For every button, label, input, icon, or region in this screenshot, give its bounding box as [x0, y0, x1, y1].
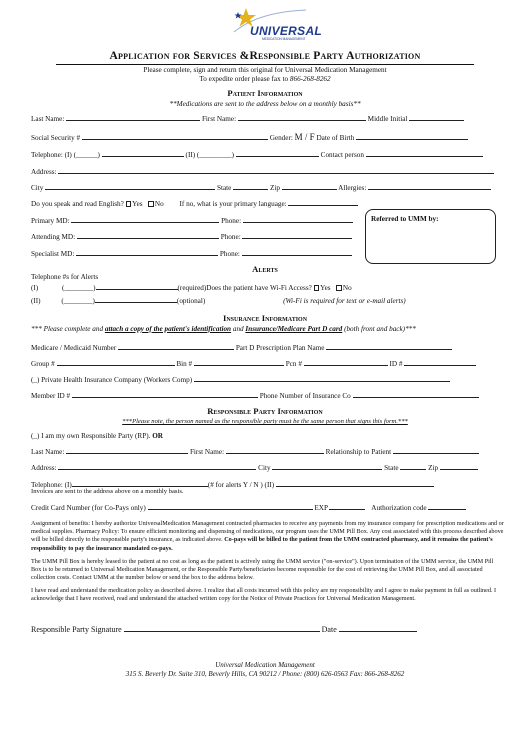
- required-label: (required): [177, 284, 207, 292]
- state-field[interactable]: [233, 183, 268, 190]
- wifi-note: (Wi-Fi is required for text or e-mail alerts): [283, 297, 406, 305]
- language-question: If no, what is your primary language:: [179, 200, 287, 208]
- middle-initial-field[interactable]: [409, 114, 464, 121]
- wifi-question: Does the patient have Wi-Fi Access?: [206, 284, 312, 292]
- address-field[interactable]: [58, 167, 494, 174]
- attending-md-row: [31, 232, 352, 241]
- private-insurance-row: [31, 375, 450, 384]
- signature-label: Responsible Party Signature: [31, 625, 122, 634]
- assignment-text: Assignment of benefits: I hereby authorize UniversalMedication Management contracted pharmacies to receive any payments from my insurance company for prescription medications and or medical supplies. Pharmacy Policy: To ensure efficient monitoring and dispensing of medications, our program uses the UMM Pill Box. Any cost associated with this process described above will be billed directly to the responsible party's insurance, as indicated above.: [31, 520, 504, 544]
- exp-label: EXP: [314, 504, 328, 512]
- rp-city-field[interactable]: [272, 463, 382, 470]
- insurance-note: [31, 325, 416, 333]
- alert-phones-label: Telephone #s for Alerts: [31, 273, 99, 281]
- insurance-note-b: attach a copy of the patient's identification: [104, 325, 232, 333]
- signature-row: [31, 625, 417, 634]
- footer-address: 315 S. Beverly Dr. Suite 310, Beverly Hills, CA 90212 / Phone: (800) 626-0563 Fax: 866-268-8262: [125, 670, 405, 678]
- alert-phone-2-label: (II): [31, 297, 41, 305]
- fax-number: 866-268-8262: [289, 75, 331, 83]
- pcn-field[interactable]: [304, 359, 388, 366]
- primary-md-field[interactable]: [71, 216, 219, 223]
- fax-text: To expedite order please fax to: [199, 75, 290, 83]
- alerts-heading: Alerts: [252, 264, 278, 274]
- attending-md-phone-label: Phone:: [220, 233, 241, 241]
- title-underline: [56, 64, 474, 65]
- patient-info-heading: Patient Information: [227, 88, 303, 98]
- rp-first-name-field[interactable]: [226, 447, 324, 454]
- ssn-field[interactable]: [82, 133, 268, 140]
- rp-address-field[interactable]: [58, 463, 256, 470]
- own-rp-row: [31, 432, 163, 440]
- patient-address-row: [31, 167, 494, 176]
- assignment-paragraph: [31, 520, 505, 553]
- insurance-note-e: (both front and back)***: [342, 325, 416, 333]
- dob-label: Date of Birth: [316, 134, 355, 142]
- rp-first-name-label: First Name:: [189, 448, 225, 456]
- zip-field[interactable]: [282, 183, 337, 190]
- auth-code-field[interactable]: [428, 503, 466, 510]
- responsible-party-heading: Responsible Party Information: [207, 406, 323, 416]
- rp-telephone-1-field[interactable]: [72, 480, 208, 487]
- form-title: Application for Services &Responsible Party Authorization: [109, 50, 421, 62]
- own-rp-option[interactable]: (_) I am my own Responsible Party (RP).: [31, 432, 151, 440]
- gender-options[interactable]: M / F: [294, 132, 315, 142]
- rp-state-field[interactable]: [400, 463, 426, 470]
- alert-phone-2-row: [31, 296, 406, 305]
- patient-note: **Medications are sent to the address below on a monthly basis**: [169, 100, 361, 108]
- signature-field[interactable]: [124, 625, 320, 632]
- optional-label: (optional): [176, 297, 206, 305]
- city-label: City: [31, 184, 44, 192]
- wifi-no-checkbox[interactable]: [336, 285, 342, 291]
- alert-phone-2-area[interactable]: (________): [61, 297, 95, 305]
- rp-last-name-label: Last Name:: [31, 448, 65, 456]
- group-field[interactable]: [57, 359, 175, 366]
- telephone-2-label: (II) (_________): [185, 151, 235, 159]
- address-label: Address:: [31, 168, 57, 176]
- dob-field[interactable]: [356, 133, 468, 140]
- english-yes-checkbox[interactable]: [126, 201, 132, 207]
- credit-card-row: [31, 503, 466, 512]
- relationship-label: Relationship to Patient: [325, 448, 392, 456]
- member-id-label: Member ID #: [31, 392, 71, 400]
- alert-phone-1-row: [31, 283, 352, 292]
- telephone-1-field[interactable]: [102, 150, 184, 157]
- patient-ssn-row: [31, 132, 468, 142]
- id-field[interactable]: [404, 359, 476, 366]
- insurance-note-d: Insurance/Medicare Part D card: [245, 325, 343, 333]
- rp-last-name-field[interactable]: [66, 447, 188, 454]
- specialist-md-label: Specialist MD:: [31, 250, 75, 258]
- rp-address-row: [31, 463, 478, 472]
- ssn-label: Social Security #: [31, 134, 81, 142]
- date-label: Date: [321, 625, 337, 634]
- relationship-field[interactable]: [393, 447, 479, 454]
- attending-md-label: Attending MD:: [31, 233, 76, 241]
- last-name-label: Last Name:: [31, 115, 65, 123]
- wifi-no-label: No: [342, 284, 352, 292]
- rp-state-label: State: [384, 464, 399, 472]
- invoices-note: Invoices are sent to the address above on a monthly basis.: [31, 488, 184, 495]
- member-id-field[interactable]: [72, 391, 258, 398]
- telephone-2-field[interactable]: [236, 150, 319, 157]
- primary-md-label: Primary MD:: [31, 217, 70, 225]
- medicare-label: Medicare / Medicaid Number: [31, 344, 117, 352]
- group-row: [31, 359, 476, 368]
- rp-zip-field[interactable]: [440, 463, 478, 470]
- partd-field[interactable]: [326, 343, 452, 350]
- insurance-note-c: and: [231, 325, 246, 333]
- medicare-field[interactable]: [118, 343, 234, 350]
- insurance-heading: Insurance Information: [222, 313, 308, 323]
- universal-logo: [228, 4, 323, 42]
- fax-instructions: [0, 75, 530, 83]
- attending-md-field[interactable]: [77, 232, 219, 239]
- logo-subtext: MEDICATION MANAGEMENT: [262, 37, 306, 41]
- pcn-label: Pcn #: [285, 360, 302, 368]
- specialist-md-field[interactable]: [76, 249, 218, 256]
- rp-zip-label: Zip: [428, 464, 439, 472]
- pillbox-paragraph: The UMM Pill Box is hereby leased to the patient at no cost as long as the patient is actively using the UMM service ("on-service"). Upon termination of the UMM service, the UMM Pill Box is to be returned to Universal Medication Management, or the Responsible Party/beneficiaries become responsible for the cost of retrieving the UMM Pill Box, and all associated collection costs. Contact UMM at the number below or send the box to the address below.: [31, 558, 494, 582]
- patient-last-name-row: [31, 114, 464, 123]
- private-insurance-field[interactable]: [194, 375, 450, 382]
- first-name-field[interactable]: [238, 114, 366, 121]
- logo-text: UNIVERSAL: [250, 24, 323, 38]
- contact-person-field[interactable]: [366, 150, 483, 157]
- exp-field[interactable]: [329, 503, 365, 510]
- telephone-1-label: Telephone: (I) (______): [31, 151, 100, 159]
- wifi-yes-label: Yes: [320, 284, 331, 292]
- state-label: State: [216, 184, 232, 192]
- insurance-phone-field[interactable]: [353, 391, 479, 398]
- or-label: OR: [152, 432, 163, 440]
- rp-city-label: City: [258, 464, 271, 472]
- rp-address-label: Address:: [31, 464, 57, 472]
- attending-md-phone-field[interactable]: [242, 232, 352, 239]
- primary-md-phone-label: Phone:: [221, 217, 242, 225]
- specialist-md-phone-label: Phone:: [219, 250, 240, 258]
- referred-by-label: Referred to UMM by:: [371, 215, 439, 223]
- rp-telephone-2-field[interactable]: [276, 480, 434, 487]
- insurance-note-a: *** Please complete and: [31, 325, 105, 333]
- language-field[interactable]: [288, 199, 358, 206]
- english-no-checkbox[interactable]: [148, 201, 154, 207]
- primary-md-phone-field[interactable]: [243, 216, 353, 223]
- date-field[interactable]: [339, 625, 417, 632]
- partd-label: Part D Prescription Plan Name: [235, 344, 325, 352]
- first-name-label: First Name:: [201, 115, 237, 123]
- specialist-md-phone-field[interactable]: [242, 249, 352, 256]
- gender-label: Gender:: [269, 134, 293, 142]
- responsible-party-note: [0, 418, 530, 425]
- form-subtitle: Please complete, sign and return this original for Universal Medication Management: [143, 66, 387, 74]
- bin-field[interactable]: [194, 359, 284, 366]
- medicare-row: [31, 343, 452, 352]
- allergies-field[interactable]: [368, 183, 491, 190]
- primary-md-row: [31, 216, 353, 225]
- auth-code-label: Authorization code: [371, 504, 427, 512]
- alert-phone-1-label: (I): [31, 284, 39, 292]
- english-yes-label: Yes: [132, 200, 143, 208]
- allergies-label: Allergies:: [338, 184, 367, 192]
- patient-language-row: [31, 199, 358, 208]
- contact-person-label: Contact person: [320, 151, 364, 159]
- alert-phone-2-field[interactable]: [95, 296, 177, 303]
- credit-card-field[interactable]: [148, 503, 313, 510]
- city-field[interactable]: [45, 183, 215, 190]
- insurance-phone-label: Phone Number of Insurance Co: [259, 392, 351, 400]
- english-no-label: No: [154, 200, 164, 208]
- specialist-md-row: [31, 249, 352, 258]
- wifi-yes-checkbox[interactable]: [314, 285, 320, 291]
- patient-city-row: [31, 183, 491, 192]
- last-name-field[interactable]: [66, 114, 200, 121]
- zip-label: Zip: [269, 184, 280, 192]
- rp-name-row: [31, 447, 479, 456]
- private-insurance-label[interactable]: (_) Private Health Insurance Company (Workers Comp): [31, 376, 193, 384]
- english-question: Do you speak and read English?: [31, 200, 124, 208]
- credit-card-label: Credit Card Number (for Co-Pays only): [31, 504, 146, 512]
- footer-company: Universal Medication Management: [215, 661, 315, 669]
- id-label: ID #: [389, 360, 403, 368]
- copay-text: Co-pays will be billed to the patient from the UMM contracted pharmacy, and it remains the patient's responsibility to pay the insurance mandated co-pays.: [31, 536, 493, 552]
- patient-phone-row: [31, 150, 483, 159]
- rp-telephone-label: Telephone: (I): [31, 481, 72, 489]
- alert-phone-1-field[interactable]: [96, 283, 178, 290]
- alert-phone-1-area[interactable]: (________): [61, 284, 96, 292]
- acknowledgement-paragraph: I have read and understand the medication policy as described above. I realize that all costs incurred with this policy are my responsibility and I agree to make payment in full as outlined. I acknowledge that I have received, read and understand the attached written copy for the Notice of Private Practices for Universal Medication Management.: [31, 587, 497, 603]
- rp-note-text: ***Please note, the person named as the responsible party must be the same person that signs this form.***: [122, 418, 408, 425]
- bin-label: Bin #: [176, 360, 193, 368]
- rp-alerts-yn[interactable]: (# for alerts Y / N ) (II): [207, 481, 275, 489]
- group-label: Group #: [31, 360, 55, 368]
- member-row: [31, 391, 479, 400]
- middle-initial-label: Middle Initial: [367, 115, 408, 123]
